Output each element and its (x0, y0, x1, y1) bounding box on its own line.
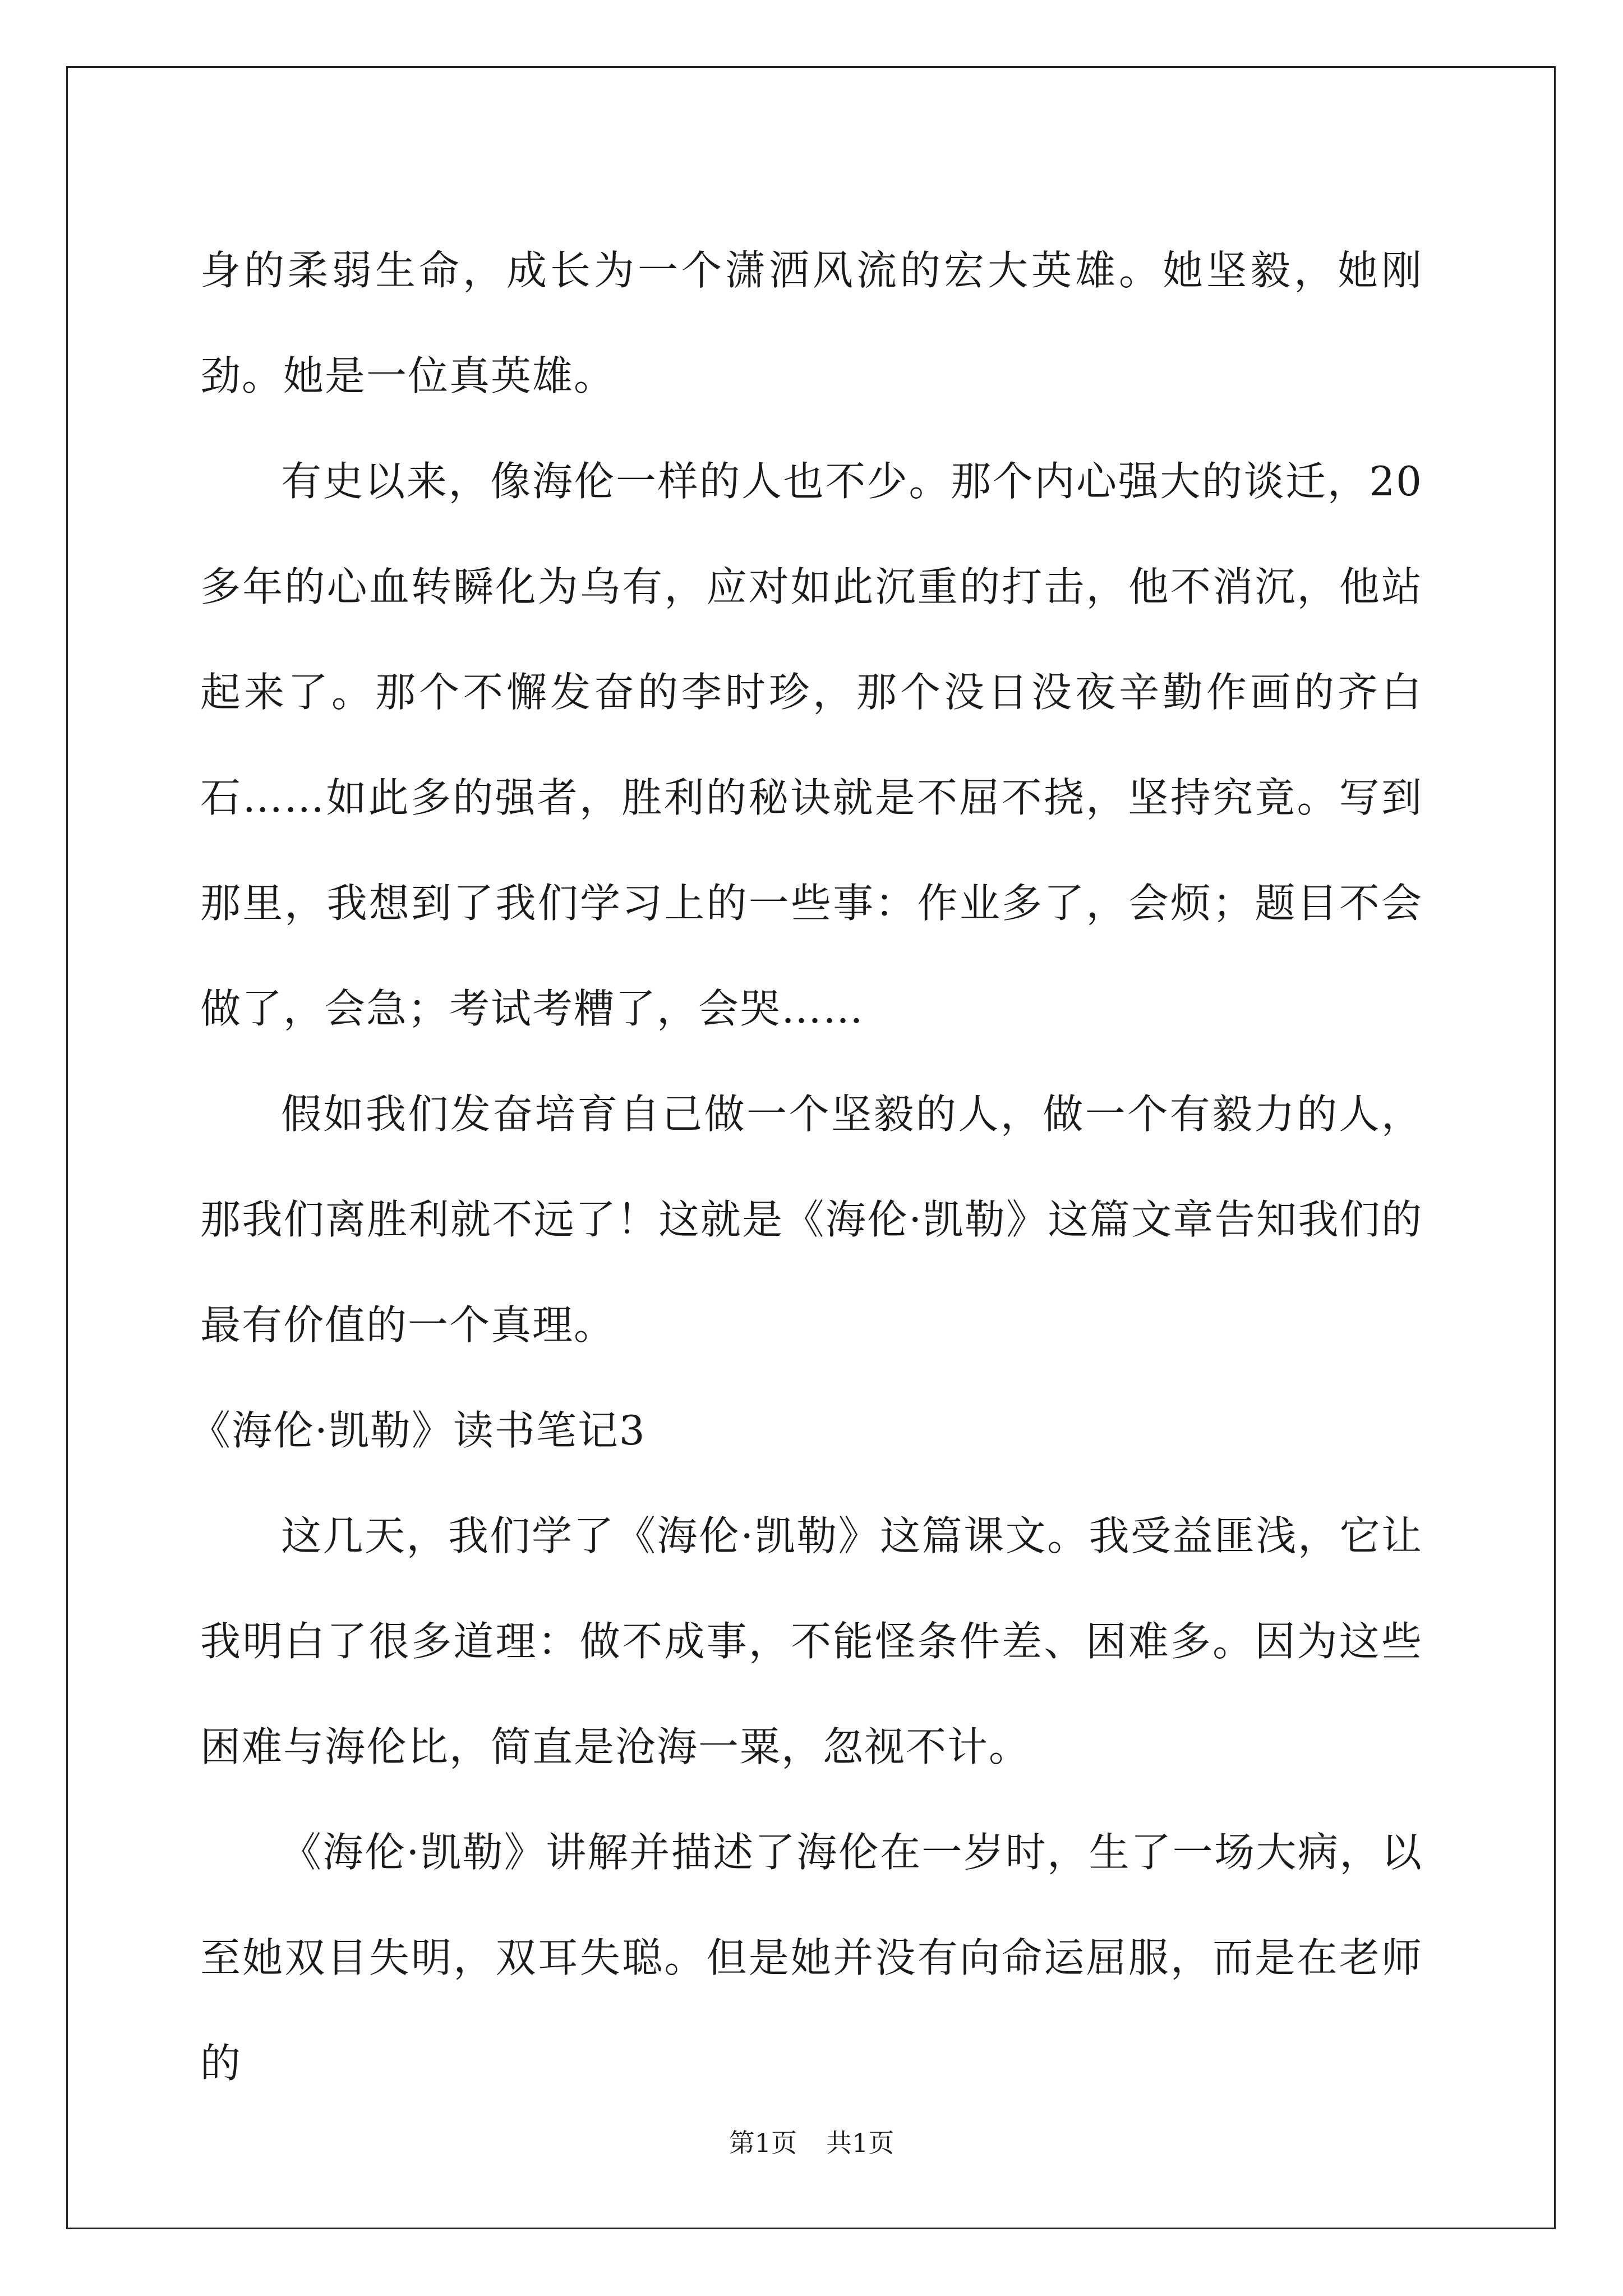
page-number: 第1页 (728, 2128, 797, 2158)
page-footer (0, 2126, 1623, 2160)
paragraph: 这几天，我们学了《海伦·凯勒》这篇课文。我受益匪浅，它让我明白了很多道理：做不成事，不能怪条件差、困难多。因为这些困难与海伦比，简直是沧海一粟，忽视不计。 (200, 1512, 1423, 1770)
paragraph: 有史以来，像海伦一样的人也不少。那个内心强大的谈迁，20多年的心血转瞬化为乌有，应对如此沉重的打击，他不消沉，他站起来了。那个不懈发奋的李时珍，那个没日没夜辛勤作画的齐白石……如此多的强者，胜利的秘诀就是不屈不挠，坚持究竟。写到那里，我想到了我们学习上的一些事：作业多了，会烦；题目不会做了，会急；考试考糟了，会哭…… (200, 458, 1423, 1032)
document-body (190, 218, 1423, 2116)
paragraph: 假如我们发奋培育自己做一个坚毅的人，做一个有毅力的人，那我们离胜利就不远了！这就是《海伦·凯勒》这篇文章告知我们的最有价值的一个真理。 (200, 1091, 1423, 1349)
paragraph: 身的柔弱生命，成长为一个潇洒风流的宏大英雄。她坚毅，她刚劲。她是一位真英雄。 (200, 247, 1423, 399)
page-total: 共1页 (826, 2128, 895, 2158)
paragraph: 《海伦·凯勒》讲解并描述了海伦在一岁时，生了一场大病，以至她双目失明，双耳失聪。但是她并没有向命运屈服，而是在老师的 (200, 1829, 1423, 2087)
section-heading: 《海伦·凯勒》读书笔记3 (190, 1407, 646, 1454)
